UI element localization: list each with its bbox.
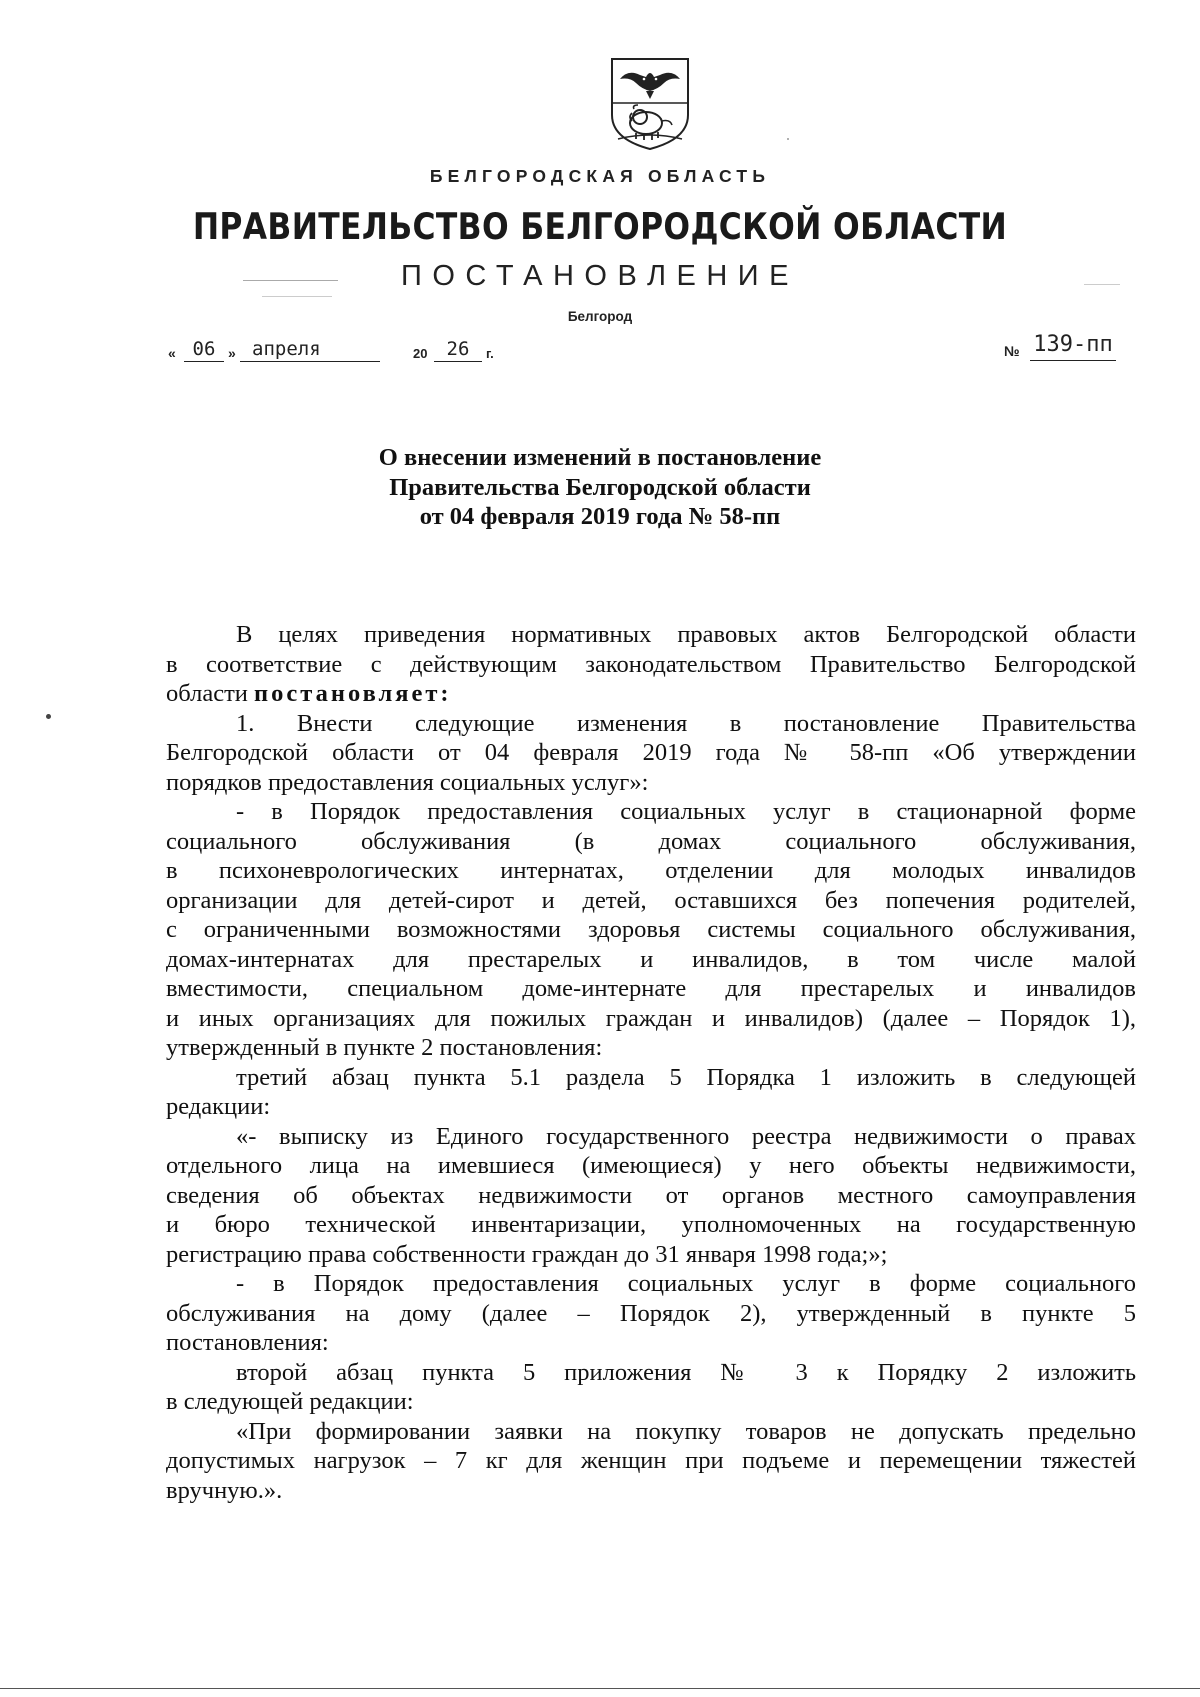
- body-line: социального обслуживания (в домах социального обслуживания,: [166, 827, 1136, 855]
- body-text: области: [166, 680, 255, 707]
- body-line: - в Порядок предоставления социальных услуг в форме социального: [236, 1270, 1136, 1297]
- document-type: ПОСТАНОВЛЕНИЕ: [401, 260, 799, 292]
- body-line: в следующей редакции:: [166, 1388, 414, 1415]
- document-title: [0, 443, 1200, 532]
- body-line: второй абзац пункта 5 приложения № 3 к Порядку 2 изложить: [236, 1358, 1136, 1386]
- city-name: Белгород: [567, 309, 633, 324]
- document-date: [168, 337, 508, 363]
- scan-mark: [1084, 284, 1120, 285]
- body-line: с ограниченными возможностями здоровья системы социального обслуживания,: [166, 916, 1136, 943]
- body-line: Белгородской области от 04 февраля 2019 года № 58-пп «Об утверждении: [166, 739, 1136, 766]
- body-line: третий абзац пункта 5.1 раздела 5 Порядка 1 изложить в следующей: [236, 1063, 1136, 1091]
- scan-speck: [46, 714, 51, 719]
- document-body: [166, 620, 1136, 1505]
- title-line: О внесении изменений в постановление: [378, 444, 822, 471]
- body-line: [166, 679, 1136, 709]
- body-line: вместимости, специальном доме-интернате для престарелых и инвалидов: [166, 975, 1136, 1002]
- scan-speck: [787, 138, 789, 140]
- date-day: 06: [184, 337, 224, 362]
- body-line: допустимых нагрузок – 7 кг для женщин при подъеме и перемещении тяжестей: [166, 1447, 1136, 1474]
- body-line: вручную.».: [166, 1476, 283, 1504]
- body-line: постановления:: [166, 1329, 329, 1356]
- body-line: в соответствие с действующим законодательством Правительство Белгородской: [166, 650, 1136, 678]
- body-line: и бюро технической инвентаризации, уполномоченных на государственную: [166, 1211, 1136, 1238]
- number-sign: №: [1004, 343, 1020, 359]
- body-line: сведения об объектах недвижимости от органов местного самоуправления: [166, 1181, 1136, 1209]
- scan-mark: [262, 296, 332, 297]
- date-century: 20: [413, 346, 428, 361]
- decree-keyword: постановляет:: [254, 680, 452, 707]
- body-line: в психоневрологических интернатах, отделении для молодых инвалидов: [166, 857, 1136, 884]
- date-year-suffix: г.: [486, 346, 494, 361]
- title-line: Правительства Белгородской области: [389, 473, 811, 501]
- body-line: В целях приведения нормативных правовых актов Белгородской области: [236, 621, 1136, 648]
- body-line: редакции:: [166, 1093, 271, 1120]
- title-line: от 04 февраля 2019 года № 58-пп: [419, 503, 781, 530]
- body-line: регистрацию права собственности граждан до 31 января 1998 года;»;: [166, 1240, 888, 1268]
- scan-mark: [243, 280, 338, 281]
- scan-edge-line: [0, 1688, 1200, 1689]
- body-line: «При формировании заявки на покупку товаров не допускать предельно: [236, 1417, 1136, 1445]
- date-close-quote: »: [228, 345, 236, 361]
- body-line: «- выписку из Единого государственного реестра недвижимости о правах: [236, 1122, 1136, 1150]
- government-name: ПРАВИТЕЛЬСТВО БЕЛГОРОДСКОЙ ОБЛАСТИ: [192, 205, 1008, 248]
- document-number: [1004, 330, 1124, 360]
- coat-of-arms-emblem: [606, 55, 694, 151]
- body-line: и иных организациях для пожилых граждан и инвалидов) (далее – Порядок 1),: [166, 1004, 1136, 1032]
- date-month: апреля: [240, 337, 380, 362]
- body-line: организации для детей-сирот и детей, оставшихся без попечения родителей,: [166, 886, 1136, 914]
- date-open-quote: «: [168, 345, 176, 361]
- body-line: - в Порядок предоставления социальных услуг в стационарной форме: [236, 798, 1136, 825]
- body-line: обслуживания на дому (далее – Порядок 2), утвержденный в пункте 5: [166, 1299, 1136, 1327]
- body-line: утвержденный в пункте 2 постановления:: [166, 1034, 603, 1061]
- body-line: порядков предоставления социальных услуг»:: [166, 768, 649, 796]
- body-line: домах-интернатах для престарелых и инвалидов, в том числе малой: [166, 945, 1136, 973]
- number-value: 139-пп: [1030, 330, 1116, 361]
- date-year: 26: [434, 337, 482, 362]
- body-line: 1. Внести следующие изменения в постановление Правительства: [236, 709, 1136, 737]
- region-name: БЕЛГОРОДСКАЯ ОБЛАСТЬ: [429, 166, 771, 186]
- body-line: отдельного лица на имевшиеся (имеющиеся) у него объекты недвижимости,: [166, 1152, 1136, 1179]
